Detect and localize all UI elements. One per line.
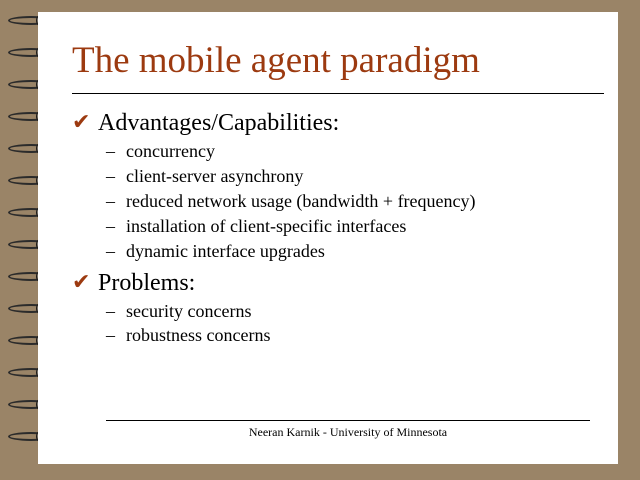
list-item	[72, 215, 604, 239]
footer-area	[106, 420, 590, 440]
slide-page	[38, 12, 618, 464]
dash-icon: –	[106, 240, 115, 261]
list-item	[72, 190, 604, 214]
dash-icon: –	[106, 300, 115, 321]
list-item-label: robustness concerns	[126, 325, 271, 346]
dash-icon: –	[106, 190, 115, 211]
list-item-label: installation of client-specific interfaces	[126, 215, 407, 236]
page-title: The mobile agent paradigm	[72, 40, 480, 81]
section-heading-label: Advantages/Capabilities:	[98, 109, 340, 136]
dash-icon: –	[106, 215, 115, 236]
slide-content	[72, 30, 604, 454]
dash-icon: –	[106, 140, 115, 161]
list-item-label: dynamic interface upgrades	[126, 240, 325, 261]
list-item-label: reduced network usage (bandwidth + frequency)	[126, 190, 476, 211]
list-item	[72, 324, 604, 348]
list-item	[72, 240, 604, 264]
section-heading	[72, 268, 604, 298]
dash-icon: –	[106, 325, 115, 346]
list-item-label: client-server asynchrony	[126, 165, 304, 186]
list-item	[72, 140, 604, 164]
section-heading-label: Problems:	[98, 269, 196, 296]
bullet-body	[72, 108, 604, 349]
list-item-label: concurrency	[126, 140, 215, 161]
check-icon: ✔	[72, 108, 91, 134]
list-item-label: security concerns	[126, 300, 252, 321]
dash-icon: –	[106, 165, 115, 186]
check-icon: ✔	[72, 268, 91, 294]
slide-footer: Neeran Karnik - University of Minnesota	[248, 425, 448, 439]
list-item	[72, 300, 604, 324]
section-problems	[72, 268, 604, 349]
section-advantages	[72, 108, 604, 264]
list-item	[72, 165, 604, 189]
title-divider	[72, 93, 604, 94]
section-heading	[72, 108, 604, 138]
